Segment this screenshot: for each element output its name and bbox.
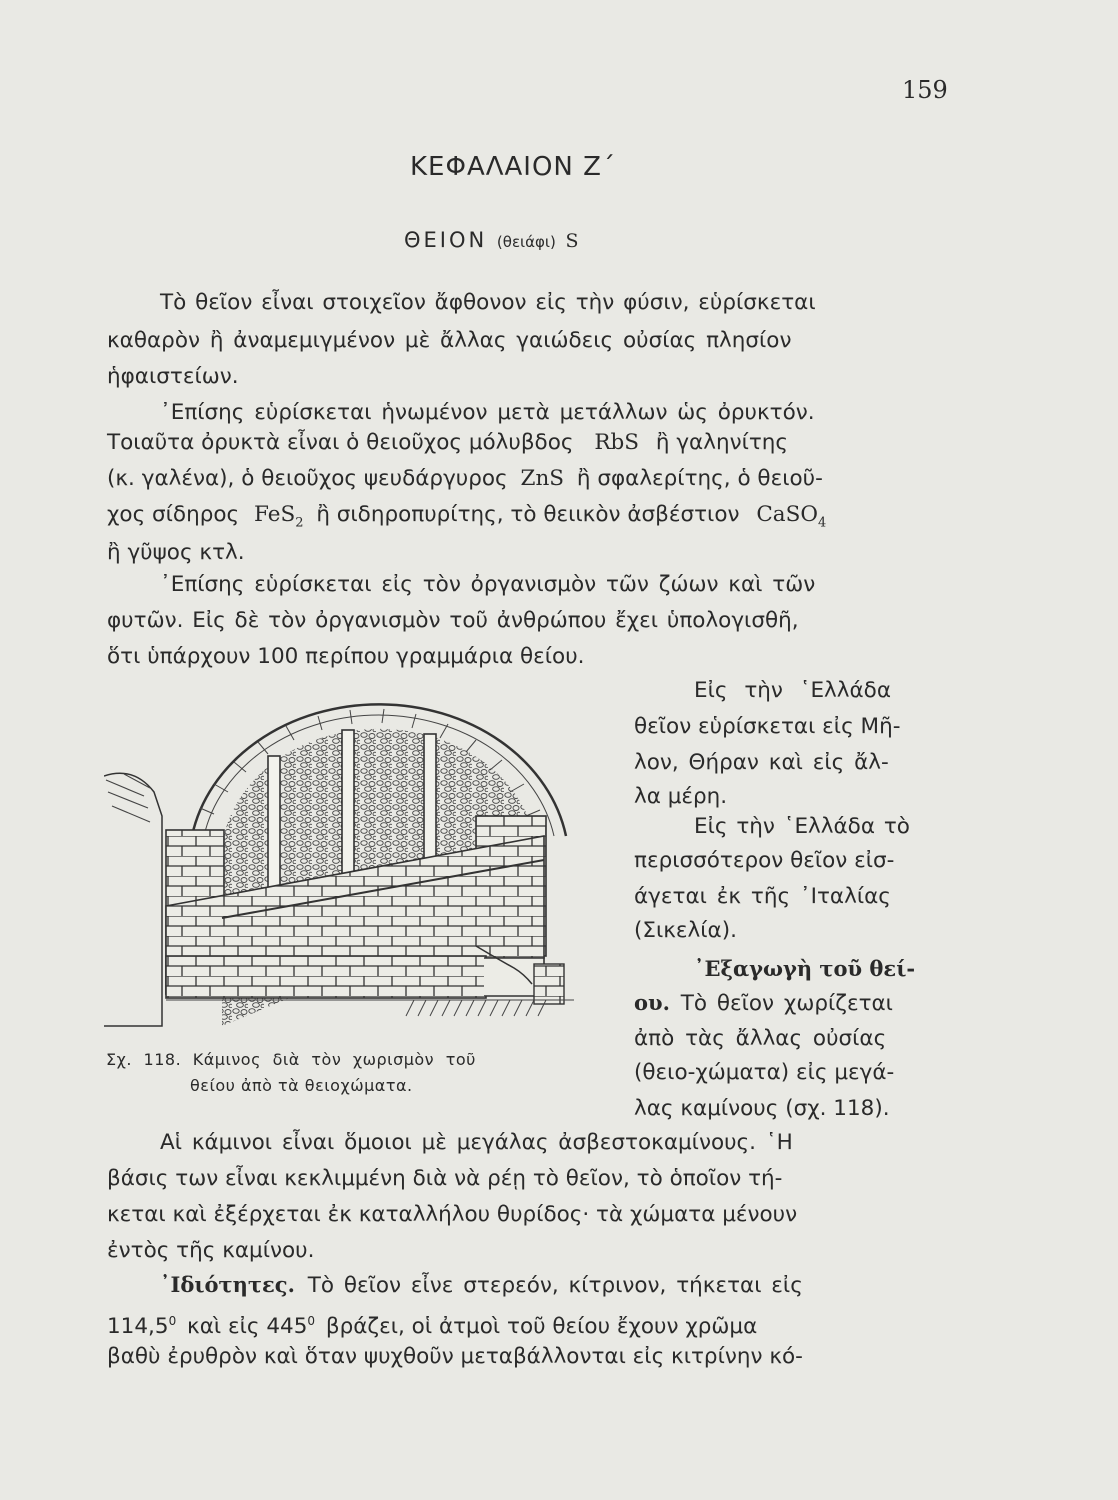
text-line [160, 1270, 803, 1301]
figure-caption-line2: θείου ἀπὸ τὰ θειοχώματα. [190, 1076, 413, 1095]
section-subtitle: (θειάφι) [496, 233, 556, 251]
properties-heading: ᾿Ιδιότητες. [160, 1272, 295, 1297]
text-fragment: ου. [634, 990, 670, 1015]
text-fragment: καὶ εἰς 445 [187, 1314, 308, 1340]
text-fragment: Τὸ θεῖον εἶνε στερεόν, κίτρινον, τήκεται εἰς [307, 1273, 803, 1298]
side-line: Εἰς τὴν ῾Ελλάδα τὸ [694, 814, 910, 839]
formula-pbs: RbS [594, 430, 640, 455]
side-line: θεῖον εὑρίσκεται εἰς Μῆ- [634, 714, 901, 739]
text-line [107, 500, 826, 538]
section-heading [404, 228, 579, 252]
text-fragment: Τὸ θεῖον χωρίζεται [680, 991, 893, 1016]
formula-caso4: CaSO$_4$ [756, 502, 827, 531]
text-line: βάσις των εἶναι κεκλιμμένη διὰ νὰ ρέῃ τὸ θεῖον, τὸ ὁποῖον τή- [107, 1166, 783, 1191]
side-line: Εἰς τὴν ῾Ελλάδα [694, 678, 892, 703]
text-line: ᾿Επίσης εὑρίσκεται εἰς τὸν ὀργανισμὸν τῶν ζώων καὶ τῶν [160, 572, 816, 597]
text-line [107, 428, 788, 458]
text-line: καθαρὸν ἢ ἀναμεμιγμένον μὲ ἄλλας γαιώδεις οὐσίας πλησίον [107, 328, 792, 353]
text-fragment: βράζει, οἱ ἀτμοὶ τοῦ θείου ἔχουν χρῶμα [325, 1314, 758, 1340]
side-line: (θειο-χώματα) εἰς μεγά- [634, 1060, 895, 1085]
hillside [104, 773, 162, 1026]
side-line: λον, Θήραν καὶ εἰς ἄλ- [634, 750, 889, 775]
side-line [634, 988, 893, 1019]
text-line: ἐντὸς τῆς καμίνου. [107, 1238, 315, 1263]
text-fragment: ἢ σφαλερίτης, ὁ θειοῦ- [576, 466, 823, 491]
text-fragment: (κ. γαλένα), ὁ θειοῦχος ψευδάργυρος [107, 466, 508, 491]
text-fragment: 114,5 [107, 1314, 169, 1340]
kiln-figure [104, 696, 574, 1046]
formula-fes2: FeS$_2$ [253, 502, 304, 531]
text-fragment: χος σίδηρος [107, 502, 240, 527]
text-fragment: ἢ γαληνίτης [655, 430, 789, 455]
text-fragment: ἢ σιδηροπυρίτης, τὸ θειικὸν ἀσβέστιον [316, 502, 740, 527]
foundation [166, 956, 486, 998]
collection-basin [534, 964, 564, 1004]
side-line: (Σικελία). [634, 918, 737, 943]
text-line: ἡφαιστείων. [107, 364, 239, 389]
section-symbol: S [565, 230, 579, 252]
text-line: 114,5$^0$ καὶ εἰς $445^0$ βράζει, οἱ ἀτμοὶ τοῦ θείου ἔχουν χρῶμα [107, 1314, 758, 1340]
formula-zns: ZnS [520, 466, 565, 491]
page-number: 159 [902, 76, 948, 104]
text-line: ἢ γῦψος κτλ. [107, 540, 245, 565]
side-line: ἀπὸ τὰς ἄλλας οὐσίας [634, 1026, 887, 1051]
text-line: Αἱ κάμινοι εἶναι ὅμοιοι μὲ μεγάλας ἀσβεστοκαμίνους. ῾Η [160, 1130, 793, 1155]
side-line: περισσότερον θεῖον εἰσ- [634, 848, 895, 873]
side-line: λα μέρη. [634, 784, 728, 809]
side-line: άγεται ἐκ τῆς ᾿Ιταλίας [634, 884, 891, 909]
figure-caption-line1: Σχ. 118. Κάμινος διὰ τὸν χωρισμὸν τοῦ [106, 1050, 476, 1069]
text-line: κεται καὶ ἐξέρχεται ἐκ καταλλήλου θυρίδος· τὰ χώματα μένουν [107, 1202, 798, 1227]
text-line [107, 464, 823, 494]
side-line-heading: ᾿Εξαγωγὴ τοῦ θεί- [694, 956, 916, 981]
text-line: Τὸ θεῖον εἶναι στοιχεῖον ἄφθονον εἰς τὴν φύσιν, εὑρίσκεται [160, 290, 816, 315]
text-line: βαθὺ ἐρυθρὸν καὶ ὅταν ψυχθοῦν μεταβάλλονται εἰς κιτρίνην κό- [107, 1344, 803, 1369]
side-line: λας καμίνους (σχ. 118). [634, 1096, 890, 1121]
section-title: ΘΕΙΟΝ [404, 228, 488, 252]
text-fragment: Τοιαῦτα ὀρυκτὰ εἶναι ὁ θειοῦχος μόλυβδος [107, 430, 574, 455]
text-line: ᾿Επίσης εὑρίσκεται ἡνωμένον μετὰ μετάλλων ὡς ὀρυκτόν. [160, 400, 815, 425]
text-line: ὅτι ὑπάρχουν 100 περίπου γραμμάρια θείου. [107, 644, 585, 669]
text-line: φυτῶν. Εἰς δὲ τὸν ὀργανισμὸν τοῦ ἀνθρώπου ἔχει ὑπολογισθῆ, [107, 608, 799, 633]
chapter-heading: ΚΕΦΑΛΑΙΟΝ Ζ΄ [410, 152, 616, 182]
